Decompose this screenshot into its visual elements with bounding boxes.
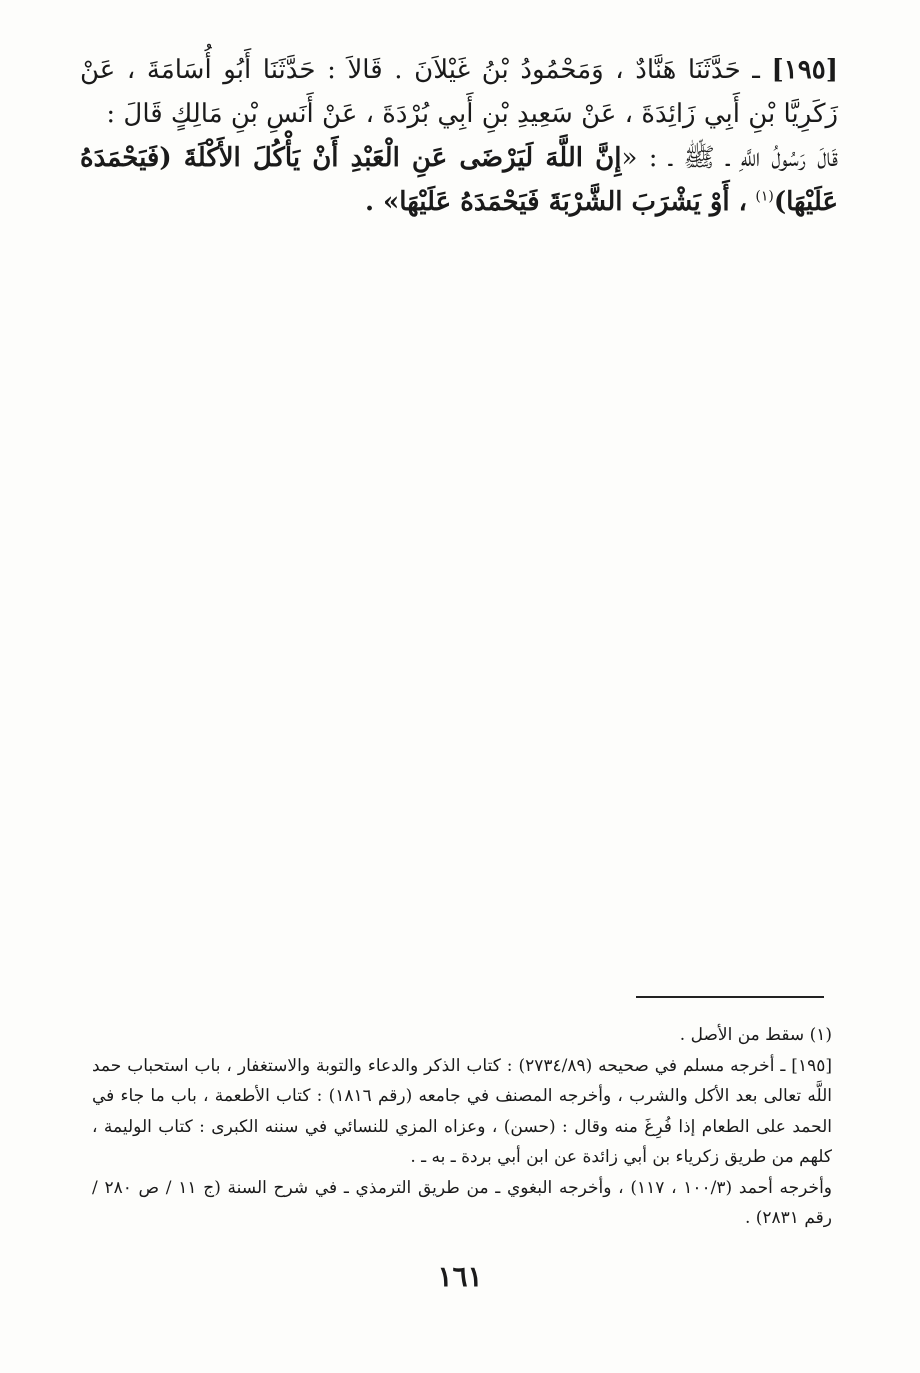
footnote-ref-1: (١) (755, 188, 774, 205)
footnote-195-b: وأخرجه أحمد (١٠٠/٣ ، ١١٧) ، وأخرجه البغوي ـ من طريق الترمذي ـ في شرح السنة (ج ١١ / ص ٢٨٠ / رقم ٢٨٣١) . (92, 1177, 833, 1228)
hadith-text (80, 48, 838, 224)
hadith-matn (80, 136, 838, 224)
page-number: ١٦١ (437, 1260, 483, 1293)
matn-speech-2: ، أَوْ يَشْرَبَ الشَّرْبَةَ فَيَحْمَدَهُ عَلَيْهَا» . (364, 187, 748, 217)
matn-speech-1: إِنَّ اللَّهَ لَيَرْضَى عَنِ الْعَبْدِ أَنْ يَأْكُلَ الأَكْلَةَ (فَيَحْمَدَهُ عَلَيْهَا) (80, 143, 838, 217)
footnotes (92, 1020, 832, 1234)
footnote-1: (١) سقط من الأصل . (679, 1025, 832, 1045)
matn-intro: قَالَ رَسُولُ اللَّهِ ـ ﷺ ـ : « (621, 143, 838, 173)
hadith-number: [١٩٥] (771, 55, 838, 85)
isnad-text: ـ حَدَّثَنَا هَنَّادٌ ، وَمَحْمُودُ بْنُ غَيْلاَنَ . قَالاَ : حَدَّثَنَا أَبُو أُسَامَةَ ، عَنْ زَكَرِيَّا بْنِ أَبِي زَائِدَةَ ، عَنْ سَعِيدِ بْنِ أَبِي بُرْدَةَ ، عَنْ أَنَسِ بْنِ مَالِكٍ قَالَ : (80, 55, 838, 129)
footnote-195-a: [١٩٥] ـ أخرجه مسلم في صحيحه (٢٧٣٤/٨٩) : كتاب الذكر والدعاء والتوبة والاستغفار ، باب استحباب حمد اللَّه تعالى بعد الأكل والشرب ، وأخرجه المصنف في جامعه (رقم ١٨١٦) : كتاب الأطعمة ، باب ما جاء في الحمد على الطعام إذا فُرِغَ منه وقال : (حسن) ، وعزاه المزي للنسائي في سننه الكبرى : كتاب الوليمة ، كلهم من طريق زكرياء بن أبي زائدة عن ابن أبي بردة ـ به ـ . (92, 1055, 832, 1167)
hadith-isnad (80, 48, 838, 136)
footnote-separator (636, 996, 824, 998)
